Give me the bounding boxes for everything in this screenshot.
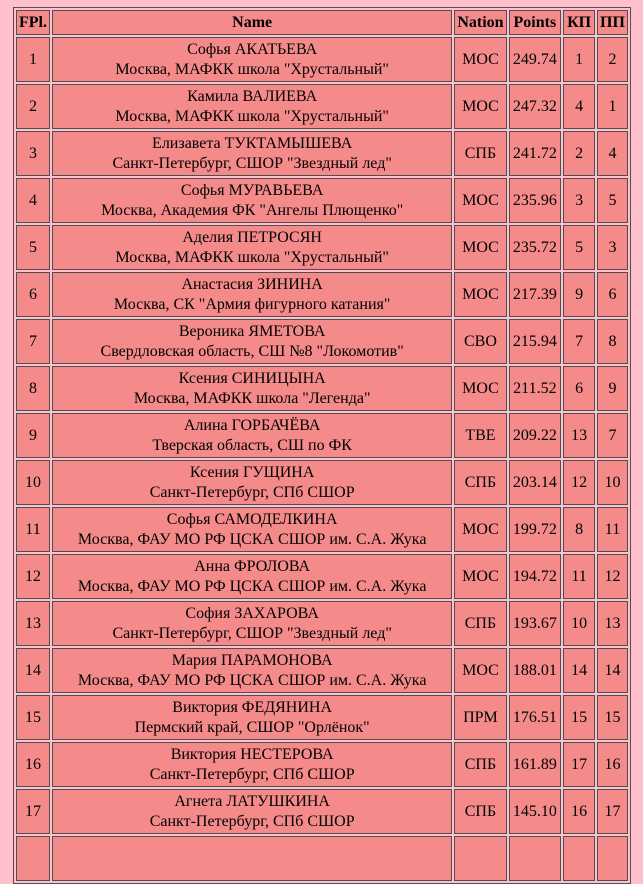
kp-cell: 10: [563, 601, 595, 646]
skater-club: Москва, ФАУ МО РФ ЦСКА СШОР им. С.А. Жука: [77, 577, 427, 595]
table-row: [16, 554, 628, 599]
kp-cell: 17: [563, 742, 595, 787]
nation-cell: МОС: [454, 554, 506, 599]
nation-cell: ПРМ: [454, 695, 506, 740]
table-row: [16, 742, 628, 787]
kp-cell: [563, 836, 595, 881]
name-cell: [52, 84, 452, 129]
table-row: [16, 601, 628, 646]
skater-name: Софья МУРАВЬЕВА: [180, 181, 324, 199]
skater-club: Санкт-Петербург, СШОР "Звездный лед": [112, 624, 392, 642]
skater-name: София ЗАХАРОВА: [185, 604, 319, 622]
nation-cell: СВО: [454, 319, 506, 364]
nation-cell: СПБ: [454, 460, 506, 505]
skater-name: Виктория НЕСТЕРОВА: [170, 745, 334, 763]
name-cell: [52, 695, 452, 740]
points-cell: 176.51: [509, 695, 562, 740]
rank-cell: 15: [16, 695, 50, 740]
name-cell: [52, 131, 452, 176]
nation-cell: МОС: [454, 507, 506, 552]
points-cell: [509, 836, 562, 881]
table-row: [16, 460, 628, 505]
nation-cell: [454, 836, 506, 881]
pp-cell: 6: [597, 272, 628, 317]
table-row: [16, 366, 628, 411]
table-row: [16, 84, 628, 129]
kp-cell: 3: [563, 178, 595, 223]
results-table-header: [16, 10, 628, 35]
name-cell: [52, 742, 452, 787]
table-row: [16, 319, 628, 364]
points-cell: 188.01: [509, 648, 562, 693]
nation-cell: СПБ: [454, 601, 506, 646]
name-cell: [52, 272, 452, 317]
points-cell: 211.52: [509, 366, 562, 411]
points-cell: 249.74: [509, 37, 562, 82]
points-cell: 194.72: [509, 554, 562, 599]
nation-cell: МОС: [454, 178, 506, 223]
name-cell: [52, 836, 452, 881]
nation-cell: МОС: [454, 84, 506, 129]
skater-club: Свердловская область, СШ №8 "Локомотив": [100, 342, 404, 360]
skater-name: Анна ФРОЛОВА: [194, 557, 311, 575]
rank-cell: 6: [16, 272, 50, 317]
col-header-points: Points: [509, 10, 562, 35]
points-cell: 247.32: [509, 84, 562, 129]
kp-cell: 15: [563, 695, 595, 740]
pp-cell: 1: [597, 84, 628, 129]
skater-name: Виктория ФЕДЯНИНА: [172, 698, 333, 716]
skater-name: Софья АКАТЬЕВА: [187, 40, 318, 58]
kp-cell: 1: [563, 37, 595, 82]
skater-name: Аделия ПЕТРОСЯН: [182, 228, 322, 246]
rank-cell: 2: [16, 84, 50, 129]
skater-club: Москва, ФАУ МО РФ ЦСКА СШОР им. С.А. Жука: [77, 530, 427, 548]
skater-name: Елизавета ТУКТАМЫШЕВА: [152, 134, 353, 152]
skater-club: Тверская область, СШ по ФК: [152, 436, 352, 454]
skater-name: Ксения СИНИЦЫНА: [178, 369, 326, 387]
points-cell: 145.10: [509, 789, 562, 834]
pp-cell: 3: [597, 225, 628, 270]
nation-cell: МОС: [454, 648, 506, 693]
pp-cell: 4: [597, 131, 628, 176]
table-row: [16, 178, 628, 223]
skater-name: Алина ГОРБАЧЁВА: [183, 416, 321, 434]
nation-cell: СПБ: [454, 742, 506, 787]
rank-cell: 9: [16, 413, 50, 458]
skater-club: Санкт-Петербург, СПб СШОР: [149, 483, 355, 501]
skater-name: Агнета ЛАТУШКИНА: [174, 792, 330, 810]
points-cell: 203.14: [509, 460, 562, 505]
col-header-fpl: FPl.: [16, 10, 50, 35]
skater-name: Ксения ГУЩИНА: [189, 463, 315, 481]
pp-cell: 14: [597, 648, 628, 693]
skater-club: Санкт-Петербург, СПб СШОР: [149, 812, 355, 830]
skater-club: Санкт-Петербург, СПб СШОР: [149, 765, 355, 783]
skater-club: Пермский край, СШОР "Орлёнок": [134, 718, 370, 736]
nation-cell: МОС: [454, 272, 506, 317]
name-cell: [52, 37, 452, 82]
col-header-pp: ПП: [597, 10, 628, 35]
table-row: [16, 648, 628, 693]
pp-cell: 12: [597, 554, 628, 599]
table-row-partial: [16, 836, 628, 881]
points-cell: 235.72: [509, 225, 562, 270]
skater-name: Мария ПАРАМОНОВА: [171, 651, 333, 669]
kp-cell: 16: [563, 789, 595, 834]
header-row: [16, 10, 628, 35]
points-cell: 217.39: [509, 272, 562, 317]
results-table: [13, 7, 631, 884]
table-row: [16, 789, 628, 834]
kp-cell: 11: [563, 554, 595, 599]
rank-cell: 5: [16, 225, 50, 270]
skater-club: Москва, СК "Армия фигурного катания": [113, 295, 391, 313]
name-cell: [52, 225, 452, 270]
rank-cell: [16, 836, 50, 881]
nation-cell: МОС: [454, 225, 506, 270]
pp-cell: 5: [597, 178, 628, 223]
nation-cell: ТВЕ: [454, 413, 506, 458]
skater-club: Москва, МАФКК школа "Хрустальный": [115, 60, 389, 78]
results-table-body: [16, 37, 628, 881]
kp-cell: 9: [563, 272, 595, 317]
table-row: [16, 413, 628, 458]
table-row: [16, 507, 628, 552]
name-cell: [52, 648, 452, 693]
rank-cell: 10: [16, 460, 50, 505]
nation-cell: МОС: [454, 37, 506, 82]
pp-cell: 15: [597, 695, 628, 740]
rank-cell: 13: [16, 601, 50, 646]
kp-cell: 8: [563, 507, 595, 552]
table-row: [16, 695, 628, 740]
points-cell: 235.96: [509, 178, 562, 223]
kp-cell: 13: [563, 413, 595, 458]
pp-cell: 13: [597, 601, 628, 646]
col-header-kp: КП: [563, 10, 595, 35]
nation-cell: СПБ: [454, 131, 506, 176]
rank-cell: 4: [16, 178, 50, 223]
skater-name: Камила ВАЛИЕВА: [187, 87, 318, 105]
table-row: [16, 131, 628, 176]
rank-cell: 12: [16, 554, 50, 599]
kp-cell: 5: [563, 225, 595, 270]
kp-cell: 4: [563, 84, 595, 129]
skater-club: Санкт-Петербург, СШОР "Звездный лед": [112, 154, 392, 172]
points-cell: 241.72: [509, 131, 562, 176]
points-cell: 199.72: [509, 507, 562, 552]
name-cell: [52, 601, 452, 646]
pp-cell: 2: [597, 37, 628, 82]
kp-cell: 12: [563, 460, 595, 505]
pp-cell: 9: [597, 366, 628, 411]
skater-club: Москва, МАФКК школа "Хрустальный": [115, 107, 389, 125]
name-cell: [52, 366, 452, 411]
rank-cell: 7: [16, 319, 50, 364]
rank-cell: 1: [16, 37, 50, 82]
pp-cell: 16: [597, 742, 628, 787]
rank-cell: 8: [16, 366, 50, 411]
skater-name: Анастасия ЗИНИНА: [181, 275, 323, 293]
table-row: [16, 37, 628, 82]
skater-name: Софья САМОДЕЛКИНА: [166, 510, 338, 528]
rank-cell: 17: [16, 789, 50, 834]
skater-club: Москва, МАФКК школа "Легенда": [133, 389, 371, 407]
skater-club: Москва, Академия ФК "Ангелы Плющенко": [101, 201, 404, 219]
col-header-nation: Nation: [454, 10, 506, 35]
col-header-name: Name: [52, 10, 452, 35]
nation-cell: СПБ: [454, 789, 506, 834]
kp-cell: 14: [563, 648, 595, 693]
pp-cell: 17: [597, 789, 628, 834]
table-row: [16, 225, 628, 270]
points-cell: 215.94: [509, 319, 562, 364]
pp-cell: 11: [597, 507, 628, 552]
rank-cell: 14: [16, 648, 50, 693]
name-cell: [52, 554, 452, 599]
skater-name: Вероника ЯМЕТОВА: [178, 322, 326, 340]
table-row: [16, 272, 628, 317]
pp-cell: 10: [597, 460, 628, 505]
kp-cell: 6: [563, 366, 595, 411]
pp-cell: 7: [597, 413, 628, 458]
rank-cell: 16: [16, 742, 50, 787]
rank-cell: 3: [16, 131, 50, 176]
points-cell: 193.67: [509, 601, 562, 646]
name-cell: [52, 178, 452, 223]
pp-cell: 8: [597, 319, 628, 364]
name-cell: [52, 460, 452, 505]
rank-cell: 11: [16, 507, 50, 552]
points-cell: 209.22: [509, 413, 562, 458]
points-cell: 161.89: [509, 742, 562, 787]
name-cell: [52, 789, 452, 834]
kp-cell: 2: [563, 131, 595, 176]
name-cell: [52, 507, 452, 552]
kp-cell: 7: [563, 319, 595, 364]
skater-club: Москва, МАФКК школа "Хрустальный": [115, 248, 389, 266]
skater-club: Москва, ФАУ МО РФ ЦСКА СШОР им. С.А. Жука: [77, 671, 427, 689]
name-cell: [52, 319, 452, 364]
pp-cell: [597, 836, 628, 881]
name-cell: [52, 413, 452, 458]
nation-cell: МОС: [454, 366, 506, 411]
